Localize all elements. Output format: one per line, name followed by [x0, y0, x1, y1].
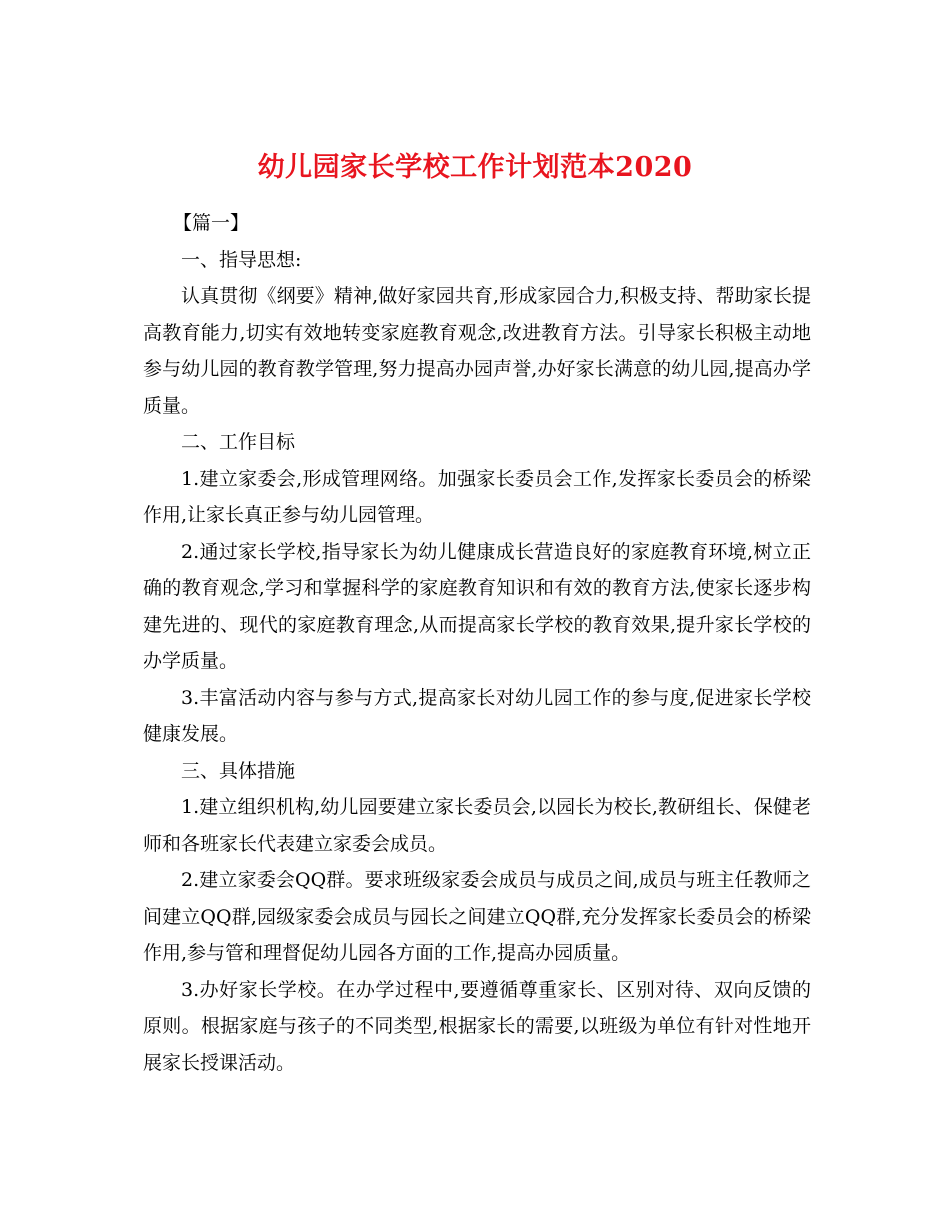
- paragraph-measure-2: 2.建立家委会QQ群。要求班级家委会成员与成员之间,成员与班主任教师之间建立QQ群,园级家委会成员与园长之间建立QQ群,充分发挥家长委员会的桥梁作用,参与管和理督促幼儿园各方面的工作,提高办园质量。: [143, 869, 811, 964]
- document-body: [143, 205, 811, 1081]
- document-title: 幼儿园家长学校工作计划范本2020: [257, 152, 693, 184]
- heading-specific-measures: 三、具体措施: [181, 759, 296, 782]
- heading-guiding-ideology: 一、指导思想:: [181, 248, 302, 271]
- section-tag: 【篇一】: [173, 212, 250, 234]
- heading-work-goals: 二、工作目标: [181, 431, 296, 453]
- paragraph-goal-1: 1.建立家委会,形成管理网络。加强家长委员会工作,发挥家长委员会的桥梁作用,让家长真正参与幼儿园管理。: [143, 467, 811, 526]
- paragraph-measure-1: 1.建立组织机构,幼儿园要建立家长委员会,以园长为校长,教研组长、保健老师和各班家长代表建立家委会成员。: [143, 796, 811, 855]
- paragraph-goal-2: 2.通过家长学校,指导家长为幼儿健康成长营造良好的家庭教育环境,树立正确的教育观念,学习和掌握科学的家庭教育知识和有效的教育方法,使家长逐步构建先进的、现代的家庭教育理念,从而提高家长学校的教育效果,提升家长学校的办学质量。: [143, 540, 811, 672]
- paragraph-guiding-ideology: 认真贯彻《纲要》精神,做好家园共育,形成家园合力,积极支持、帮助家长提高教育能力,切实有效地转变家庭教育观念,改进教育方法。引导家长积极主动地参与幼儿园的教育教学管理,努力提高办园声誉,办好家长满意的幼儿园,提高办学质量。: [143, 285, 811, 417]
- paragraph-measure-3: 3.办好家长学校。在办学过程中,要遵循尊重家长、区别对待、双向反馈的原则。根据家庭与孩子的不同类型,根据家长的需要,以班级为单位有针对性地开展家长授课活动。: [143, 978, 811, 1074]
- paragraph-goal-3: 3.丰富活动内容与参与方式,提高家长对幼儿园工作的参与度,促进家长学校健康发展。: [143, 686, 811, 745]
